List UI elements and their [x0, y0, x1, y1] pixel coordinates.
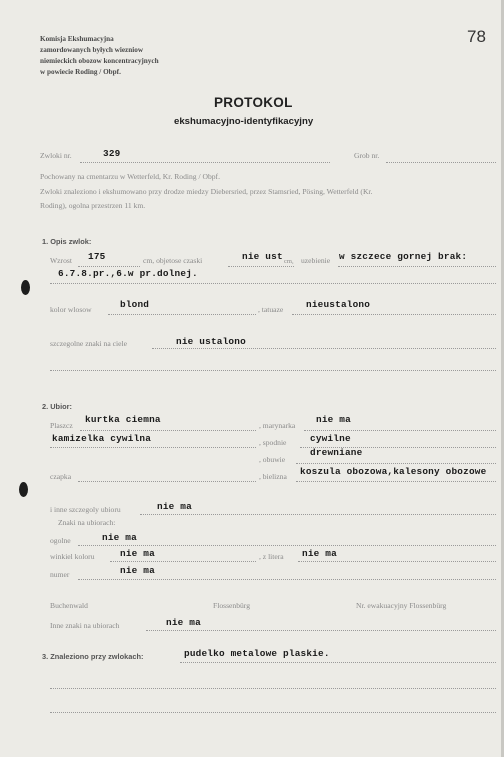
inne-znaki-value: nie ma [166, 617, 201, 628]
bielizna-value: koszula obozowa,kalesony obozowe [300, 466, 487, 477]
marynarka-label: , marynarka [259, 421, 296, 430]
znaki-ciele-line [152, 348, 496, 349]
znaleziono-line-1 [180, 662, 496, 663]
marynarka-line [304, 430, 496, 431]
numer-value: nie ma [120, 565, 155, 576]
obuwie-value: drewniane [310, 447, 363, 458]
inne-znaki-label: Inne znaki na ubiorach [50, 621, 120, 630]
tatuaze-label: , tatuaze [258, 305, 284, 314]
header-line-3: niemieckich obozow koncentracyjnych [40, 57, 159, 65]
znaleziono-line-3 [50, 712, 496, 713]
document-title: PROTOKOL [214, 95, 293, 110]
grob-line [386, 162, 496, 163]
ogolne-label: ogolne [50, 536, 71, 545]
znaleziono-value: pudelko metalowe plaskie. [184, 648, 330, 659]
kolor-line [108, 314, 256, 315]
winkiel-line [110, 561, 256, 562]
spodnie-value: cywilne [310, 433, 351, 444]
litera-value: nie ma [302, 548, 337, 559]
zwloki-label: Zwloki nr. [40, 151, 72, 160]
czaska-line [228, 266, 294, 267]
uzebienie-line-1 [338, 266, 496, 267]
cm2-label: cm, [284, 258, 294, 265]
znalezione-text-1: Zwloki znaleziono i ekshumowano przy drodze miedzy Diebersried, przez Stamsried, Pösing, Wetterfeld (Kr. [40, 187, 373, 196]
spodnie-label: , spodnie [259, 438, 287, 447]
czapka-line [78, 481, 256, 482]
bielizna-line [296, 481, 496, 482]
kolor-value: blond [120, 299, 150, 310]
ogolne-value: nie ma [102, 532, 137, 543]
litera-label: , z litera [259, 552, 284, 561]
czaska-value: nie ust [242, 251, 283, 262]
marynarka-value: nie ma [316, 414, 351, 425]
ubior-heading: 2. Ubior: [42, 402, 72, 411]
kamizelka-line [50, 447, 256, 448]
plaszcz-label: Plaszcz [50, 421, 73, 430]
zwloki-value: 329 [103, 148, 121, 159]
page-number: 78 [467, 27, 486, 46]
czaska-label: cm, objetose czaski [143, 256, 203, 265]
plaszcz-line [80, 430, 256, 431]
header-line-4: w powiecie Roding / Obpf. [40, 68, 121, 76]
header-line-2: zamordowanych byłych wiezniow [40, 46, 144, 54]
znalezione-text-2: Roding), ogolna przestrzen 11 km. [40, 201, 146, 210]
nr-ewakuacyjny-label: Nr. ewakuacyjny Flossenbürg [356, 601, 447, 610]
znaleziono-line-2 [50, 688, 496, 689]
buchenwald-label: Buchenwald [50, 601, 88, 610]
litera-line [298, 561, 496, 562]
pochowany-text: Pochowany na cmentarzu w Wetterfeld, Kr. Roding / Obpf. [40, 172, 220, 181]
wzrost-line [78, 266, 140, 267]
inne-szczegoly-line [140, 514, 496, 515]
wzrost-label: Wzrost [50, 256, 72, 265]
uzebienie-value-2: 6.7.8.pr.,6.w pr.dolnej. [58, 268, 198, 279]
znaleziono-label: 3. Znaleziono przy zwlokach: [42, 652, 144, 661]
ogolne-line [78, 545, 496, 546]
czapka-label: czapka [50, 472, 72, 481]
bielizna-label: , bielizna [259, 472, 287, 481]
zwloki-line [80, 162, 330, 163]
numer-line [78, 579, 496, 580]
numer-label: numer [50, 570, 70, 579]
tatuaze-line [292, 314, 496, 315]
wzrost-value: 175 [88, 251, 106, 262]
znaki-ciele-value: nie ustalono [176, 336, 246, 347]
header-line-1: Komisja Ekshumacyjna [40, 35, 114, 43]
obuwie-label: , obuwie [259, 455, 286, 464]
plaszcz-value: kurtka ciemna [85, 414, 161, 425]
znaki-ubiorach-label: Znaki na ubiorach: [58, 518, 116, 527]
obuwie-line [296, 463, 496, 464]
grob-label: Grob nr. [354, 151, 380, 160]
inne-szczegoly-label: i inne szczegoly ubioru [50, 505, 121, 514]
kamizelka-value: kamizelka cywilna [52, 433, 152, 444]
opis-blank-line [50, 370, 496, 371]
uzebienie-value-1: w szczece gornej brak: [339, 251, 468, 262]
winkiel-value: nie ma [120, 548, 155, 559]
inne-znaki-line [146, 630, 496, 631]
uzebienie-label: uzebienie [301, 256, 331, 265]
winkiel-label: winkiel koloru [50, 552, 95, 561]
kolor-label: kolor wlosow [50, 305, 92, 314]
punch-hole-top [21, 280, 30, 295]
inne-szczegoly-value: nie ma [157, 501, 192, 512]
document-subtitle: ekshumacyjno-identyfikacyjny [174, 116, 314, 127]
flossenburg-label: Flossenbürg [213, 601, 250, 610]
znaki-ciele-label: szczegolne znaki na ciele [50, 339, 127, 348]
tatuaze-value: nieustalono [306, 299, 371, 310]
uzebienie-line-2 [50, 283, 496, 284]
punch-hole-bottom [19, 482, 28, 497]
opis-heading: 1. Opis zwlok: [42, 237, 92, 246]
